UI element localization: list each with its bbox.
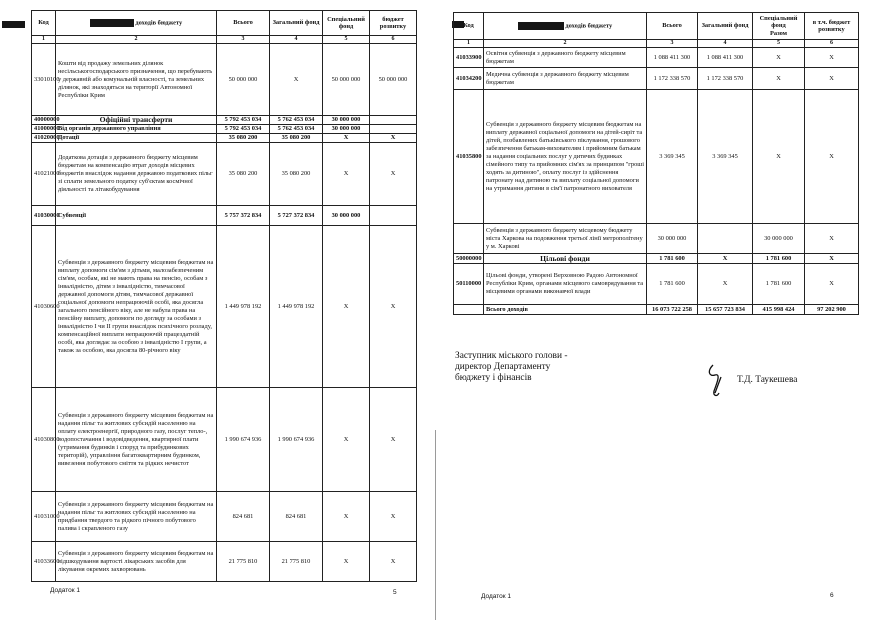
row-special: X <box>323 542 370 582</box>
row-total: 50 000 000 <box>217 44 270 116</box>
row-total: 30 000 000 <box>647 224 698 254</box>
header-special-dev: бюджет розвитку <box>370 11 417 36</box>
row-name: Цільові фонди <box>484 254 647 264</box>
row-general: X <box>270 44 323 116</box>
table-row <box>32 542 417 582</box>
row-dev <box>370 116 417 125</box>
row-special: X <box>323 134 370 143</box>
footer-left: Додаток 1 <box>50 587 80 594</box>
row-general: 1 088 411 300 <box>698 48 753 68</box>
row-general: 5 762 453 034 <box>270 125 323 134</box>
row-total: 824 681 <box>217 492 270 542</box>
handwritten-signature-icon <box>705 363 731 399</box>
col-number: 3 <box>647 40 698 48</box>
row-dev: X <box>370 226 417 388</box>
row-name: Субвенція з державного бюджету місцевим бюджетам на виплату допомоги сім'ям з дітьми, малозабезпеченим сім'ям, особам, які не мають права на пенсію, особам з інвалідністю, дітям з інвалідністю, тимчасової державної допомоги дітям, тимчасової державної соціальної допомоги непрацюючій особі, яка досягла загального пенсійного віку, але не набула права на пенсійну виплату, допомоги по догляду за особами з інвалідністю I чи II групи внаслідок психічного розладу, компенсаційної виплати непрацюючій працездатній особі, яка доглядає за особою з інвалідністю I групи, а також за особою, яка досягла 80-річного віку <box>56 226 217 388</box>
row-general: 5 762 453 034 <box>270 116 323 125</box>
row-name: Субвенції <box>56 206 217 226</box>
row-code: 50110000 <box>454 264 484 305</box>
row-name: Медична субвенція з державного бюджету місцевим бюджетам <box>484 68 647 90</box>
header-special: Спеціальний фонд <box>323 11 370 36</box>
table-row <box>32 134 417 143</box>
signatory-name: Т.Д. Таукешева <box>737 375 798 385</box>
row-total: 16 073 722 258 <box>647 305 698 315</box>
row-general: 824 681 <box>270 492 323 542</box>
col-number: 1 <box>32 36 56 44</box>
row-special: 30 000 000 <box>323 116 370 125</box>
row-general: 1 449 978 192 <box>270 226 323 388</box>
row-dev: X <box>370 388 417 492</box>
table-row <box>454 224 859 254</box>
column-numbers-row <box>454 40 859 48</box>
row-total: 35 080 200 <box>217 143 270 206</box>
col-number: 1 <box>454 40 484 48</box>
row-general: 3 369 345 <box>698 90 753 224</box>
table-row <box>32 143 417 206</box>
row-name: Офіційні трансферти <box>56 116 217 125</box>
row-special: 1 781 600 <box>753 264 805 305</box>
row-total: 1 088 411 300 <box>647 48 698 68</box>
left-page <box>0 0 436 627</box>
row-general: 1 172 338 570 <box>698 68 753 90</box>
col-number: 5 <box>753 40 805 48</box>
table-row <box>32 492 417 542</box>
row-code: 41000000 <box>32 125 56 134</box>
table-row <box>454 264 859 305</box>
row-total: 1 172 338 570 <box>647 68 698 90</box>
row-dev: 50 000 000 <box>370 44 417 116</box>
row-code: 41021000 <box>32 143 56 206</box>
row-name: Субвенція з державного бюджету місцевим бюджетам на надання пільг та житлових субсидій населенню на придбання твердого та рідкого пічного побутового палива і скрапленого газу <box>56 492 217 542</box>
row-total: 5 757 372 834 <box>217 206 270 226</box>
row-general: 35 080 200 <box>270 143 323 206</box>
row-general: 35 080 200 <box>270 134 323 143</box>
table-row <box>454 254 859 264</box>
row-dev: X <box>805 264 859 305</box>
col-number: 2 <box>56 36 217 44</box>
row-name: Всього доходів <box>484 305 647 315</box>
header-general: Загальний фонд <box>270 11 323 36</box>
row-special: X <box>323 226 370 388</box>
row-dev: X <box>805 90 859 224</box>
col-number: 2 <box>484 40 647 48</box>
col-number: 4 <box>698 40 753 48</box>
row-general: X <box>698 254 753 264</box>
page-number: 5 <box>393 589 397 596</box>
col-number: 4 <box>270 36 323 44</box>
column-numbers-row <box>32 36 417 44</box>
header-name: доходів бюджету <box>484 13 647 40</box>
table-row <box>32 125 417 134</box>
row-general: X <box>698 264 753 305</box>
row-special: 30 000 000 <box>323 125 370 134</box>
col-number: 6 <box>805 40 859 48</box>
col-number: 5 <box>323 36 370 44</box>
right-page <box>437 0 874 627</box>
row-name: Цільові фонди, утворені Верховною Радою Автономної Республіки Крим, органами місцевого самоврядування та місцевими органами виконавчої влади <box>484 264 647 305</box>
row-name: Дотації <box>56 134 217 143</box>
row-dev: X <box>805 254 859 264</box>
row-total: 35 080 200 <box>217 134 270 143</box>
row-special: 50 000 000 <box>323 44 370 116</box>
signature-line: бюджету і фінансів <box>455 373 532 383</box>
col-number: 3 <box>217 36 270 44</box>
row-dev: X <box>370 143 417 206</box>
row-code: 41020000 <box>32 134 56 143</box>
row-dev: X <box>805 48 859 68</box>
table-row <box>32 44 417 116</box>
header-special: Спеціальний фонд Разом <box>753 13 805 40</box>
row-name: Субвенція з державного бюджету місцевому бюджету міста Харкова на подовження третьої лінії метрополітену у м. Харкові <box>484 224 647 254</box>
row-name: Субвенція з державного бюджету місцевим бюджетам на відшкодування вартості лікарських засобів для лікування окремих захворювань <box>56 542 217 582</box>
row-total: 1 990 674 936 <box>217 388 270 492</box>
right-revenue-table <box>453 12 859 315</box>
row-code: 41030600 <box>32 226 56 388</box>
row-name: Кошти від продажу земельних ділянок несільськогосподарського призначення, що перебувають у державній або комунальній власності, та земельних ділянок, які знаходяться на території Автономної Республіки Крим <box>56 44 217 116</box>
row-total: 1 449 978 192 <box>217 226 270 388</box>
table-row <box>32 116 417 125</box>
row-code: 41034200 <box>454 68 484 90</box>
row-special: X <box>753 48 805 68</box>
row-name: Освітня субвенція з державного бюджету місцевим бюджетам <box>484 48 647 68</box>
row-name: Субвенція з державного бюджету місцевим бюджетам на надання пільг та житлових субсидій населенню на оплату електроенергії, природного газу, послуг тепло-, водопостачання і водовідведення, квартирної плати (утримання будинків і споруд та прибудинкових територій), управління багатоквартирним будинком, вивезення побутового сміття та рідких нечистот <box>56 388 217 492</box>
row-name: Субвенція з державного бюджету місцевим бюджетам на виплату державної соціальної допомоги на дітей-сиріт та дітей, позбавлених батьківського піклування, грошового забезпечення батькам-вихователям і прийомним батькам за надання соціальних послуг у дитячих будинках сімейного типу та прийомних сім'ях за принципом "гроші ходять за дитиною", оплату послуг із здійснення патронату над дитиною та виплату соціальної допомоги на утримання дитини в сім'ї патронатного вихователя <box>484 90 647 224</box>
row-code: 41030000 <box>32 206 56 226</box>
signature-block <box>455 351 567 384</box>
row-code <box>454 224 484 254</box>
header-name: доходів бюджету <box>56 11 217 36</box>
row-special: X <box>323 143 370 206</box>
row-total: 5 792 453 034 <box>217 116 270 125</box>
row-total: 3 369 345 <box>647 90 698 224</box>
footer-left: Додаток 1 <box>481 593 511 600</box>
header-total: Всього <box>217 11 270 36</box>
row-total: 5 792 453 034 <box>217 125 270 134</box>
left-revenue-table <box>31 10 417 582</box>
table-row <box>32 206 417 226</box>
header-general: Загальний фонд <box>698 13 753 40</box>
row-name: Від органів державного управління <box>56 125 217 134</box>
col-number: 6 <box>370 36 417 44</box>
header-code: Код <box>454 13 484 40</box>
table-row <box>32 388 417 492</box>
signature-line: директор Департаменту <box>455 362 551 372</box>
row-general <box>698 224 753 254</box>
table-row <box>454 48 859 68</box>
row-code: 41030800 <box>32 388 56 492</box>
row-general: 15 657 723 834 <box>698 305 753 315</box>
row-special: 30 000 000 <box>753 224 805 254</box>
row-code: 41031000 <box>32 492 56 542</box>
row-code: 41033600 <box>32 542 56 582</box>
row-dev: X <box>370 134 417 143</box>
table-row <box>454 90 859 224</box>
table-header <box>454 13 859 40</box>
row-name: Додаткова дотація з державного бюджету місцевим бюджетам на компенсацію втрат доходів місцевих бюджетів внаслідок надання державою податкових пільг зі сплати земельного податку суб'єктам космічної діяльності та літакобудування <box>56 143 217 206</box>
row-code: 41033900 <box>454 48 484 68</box>
row-code: 41035800 <box>454 90 484 224</box>
row-dev: X <box>805 224 859 254</box>
row-general: 21 775 810 <box>270 542 323 582</box>
row-code: 40000000 <box>32 116 56 125</box>
signature-line: Заступник міського голови - <box>455 351 568 361</box>
row-dev: X <box>370 542 417 582</box>
page-gutter <box>435 430 436 620</box>
row-general: 5 727 372 834 <box>270 206 323 226</box>
redaction-mark <box>2 21 25 28</box>
row-dev <box>370 206 417 226</box>
row-special: 1 781 600 <box>753 254 805 264</box>
row-special: 30 000 000 <box>323 206 370 226</box>
row-code: 50000000 <box>454 254 484 264</box>
row-special: X <box>753 68 805 90</box>
row-special: X <box>323 492 370 542</box>
row-total: 1 781 600 <box>647 264 698 305</box>
table-row <box>32 226 417 388</box>
header-code: Код <box>32 11 56 36</box>
table-row <box>454 68 859 90</box>
page-number: 6 <box>830 592 834 599</box>
row-total: 21 775 810 <box>217 542 270 582</box>
header-total: Всього <box>647 13 698 40</box>
header-special-dev: в т.ч. бюджет розвитку <box>805 13 859 40</box>
row-dev: 97 202 900 <box>805 305 859 315</box>
row-code <box>454 305 484 315</box>
row-special: X <box>753 90 805 224</box>
row-total: 1 781 600 <box>647 254 698 264</box>
row-special: X <box>323 388 370 492</box>
row-dev: X <box>370 492 417 542</box>
table-row <box>454 305 859 315</box>
row-code: 33010100 <box>32 44 56 116</box>
row-dev <box>370 125 417 134</box>
table-header <box>32 11 417 36</box>
row-dev: X <box>805 68 859 90</box>
row-general: 1 990 674 936 <box>270 388 323 492</box>
row-special: 415 998 424 <box>753 305 805 315</box>
